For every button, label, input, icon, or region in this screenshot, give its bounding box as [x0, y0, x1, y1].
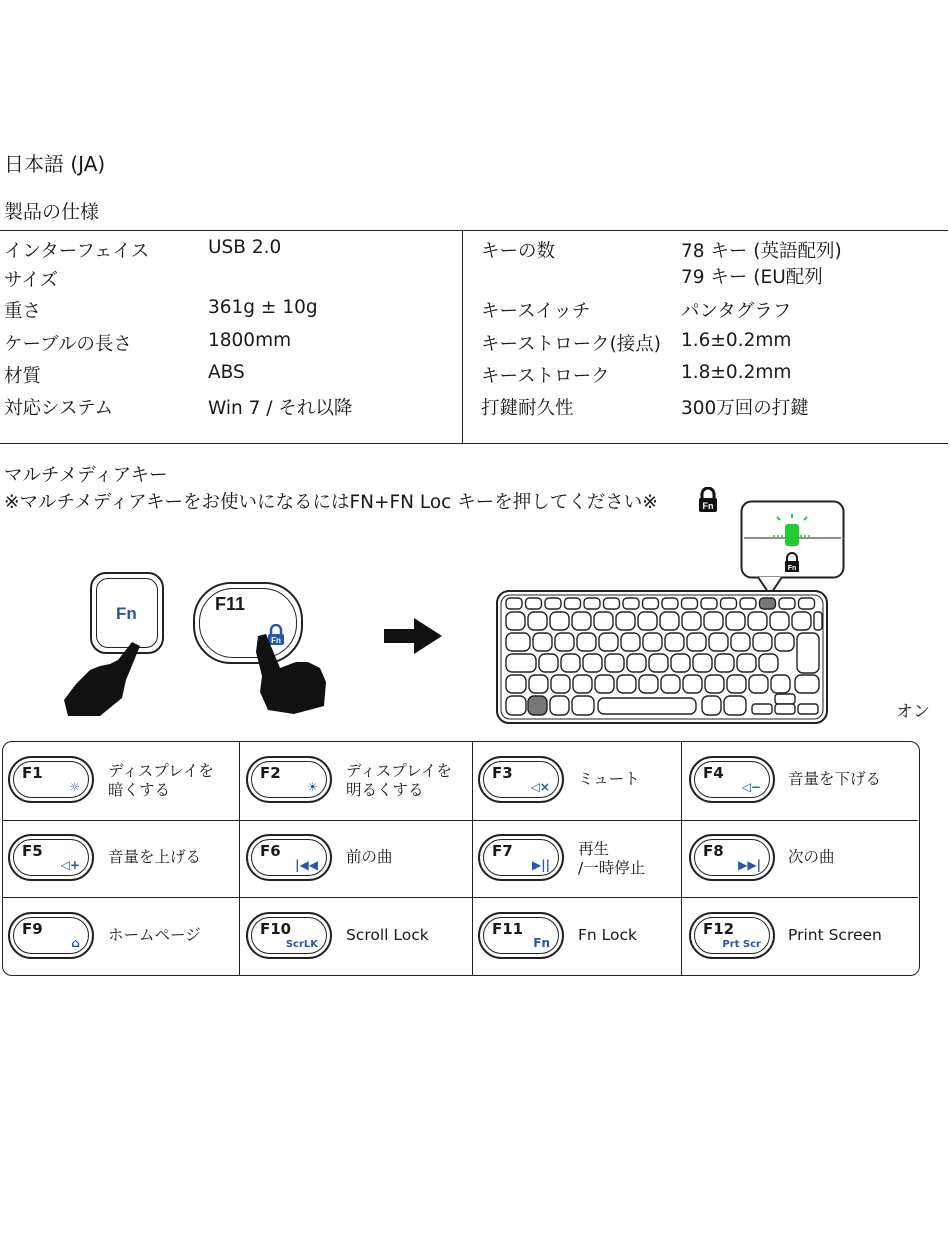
keyboard-key	[797, 633, 819, 673]
keyboard-key	[638, 612, 657, 630]
keyboard-key	[573, 675, 592, 693]
spec-label: 重さ	[4, 301, 42, 322]
keyboard-key	[724, 696, 746, 715]
spec-value: 361g ± 10g	[208, 297, 318, 318]
keyboard-key	[605, 654, 624, 672]
keyboard-key	[506, 612, 525, 630]
keyboard-key	[539, 654, 558, 672]
volume-down-icon: ◁−	[741, 780, 761, 794]
language-heading: 日本語 (JA)	[4, 152, 106, 176]
keyboard-key	[705, 675, 724, 693]
keyboard-key	[709, 633, 728, 651]
keyboard-key	[572, 612, 591, 630]
pointing-hand-icon	[240, 632, 340, 716]
f11-key-label: F11	[215, 594, 246, 614]
keyboard-key	[662, 598, 678, 609]
pointing-hand-icon	[60, 640, 160, 720]
keyboard-key	[665, 633, 684, 651]
fkey-label: F2	[260, 764, 281, 782]
keyboard-key	[595, 675, 614, 693]
keyboard-key	[529, 675, 548, 693]
fkey-f12	[689, 912, 775, 959]
fkey-f8	[689, 834, 775, 881]
fkey-f10	[246, 912, 332, 959]
home-icon: ⌂	[71, 936, 80, 950]
keyboard-key	[617, 675, 636, 693]
keyboard-arrow-key	[798, 704, 818, 714]
keyboard-key	[599, 633, 618, 651]
keyboard-key	[506, 696, 526, 715]
fkey-label: F7	[492, 842, 513, 860]
fkey-f7	[478, 834, 564, 881]
keyboard-fn-key	[528, 696, 547, 715]
spec-value: 78 キー (英語配列)	[681, 241, 842, 262]
keyboard-key	[687, 633, 706, 651]
spec-value: USB 2.0	[208, 237, 282, 258]
fkey-description: ミュート	[578, 770, 640, 788]
spec-bottom-rule	[0, 443, 948, 444]
keyboard-key	[649, 654, 668, 672]
spec-label: キーストローク	[481, 366, 610, 387]
spec-top-rule	[0, 230, 948, 231]
svg-text:Fn: Fn	[702, 501, 714, 511]
keyboard-key	[561, 654, 580, 672]
keyboard-key	[704, 612, 723, 630]
play-pause-icon: ▶||	[532, 858, 550, 872]
keyboard-key	[506, 598, 522, 609]
spec-value: パンタグラフ	[681, 301, 792, 322]
keyboard-key	[643, 598, 659, 609]
fkey-f5	[8, 834, 94, 881]
spec-value: 1.8±0.2mm	[681, 362, 792, 383]
fkey-label: F11	[492, 920, 524, 938]
keyboard-key	[555, 633, 574, 651]
volume-up-icon: ◁+	[60, 858, 80, 872]
multimedia-note: ※マルチメディアキーをお使いになるにはFN+FN Loc キーを押してください※	[4, 492, 658, 513]
spec-label: サイズ	[4, 270, 59, 291]
keyboard-key	[740, 598, 756, 609]
keyboard-key	[682, 598, 698, 609]
fkey-f4	[689, 756, 775, 803]
spec-label: ケーブルの長さ	[4, 334, 132, 355]
next-track-icon: ▶▶|	[738, 858, 761, 872]
keyboard-key	[792, 612, 811, 630]
fkey-label: F8	[703, 842, 724, 860]
keyboard-key	[616, 612, 635, 630]
keyboard-key	[701, 598, 717, 609]
fkey-description: ホームページ	[108, 926, 201, 944]
spec-value: 1.6±0.2mm	[681, 330, 792, 351]
keyboard-key	[770, 612, 789, 630]
keyboard-arrow-key	[775, 704, 795, 714]
previous-track-icon: |◀◀	[295, 858, 318, 872]
brightness-up-icon: ☀	[307, 780, 318, 794]
fkey-f9	[8, 912, 94, 959]
keyboard-key	[660, 612, 679, 630]
fkey-description: Print Screen	[788, 926, 882, 944]
spec-value: 300万回の打鍵	[681, 398, 809, 419]
keyboard-key	[565, 598, 581, 609]
led-on-label: オン	[896, 702, 930, 722]
fkey-label: F1	[22, 764, 43, 782]
spec-value: 1800mm	[208, 330, 292, 351]
spec-value: ABS	[208, 362, 245, 383]
keyboard-key	[643, 633, 662, 651]
keyboard-key	[526, 598, 542, 609]
spec-label: 材質	[4, 366, 42, 387]
fkey-f3	[478, 756, 564, 803]
keyboard-key	[749, 675, 768, 693]
keyboard-illustration	[496, 590, 830, 726]
keyboard-key	[715, 654, 734, 672]
svg-text:Fn: Fn	[271, 636, 281, 645]
keyboard-key	[621, 633, 640, 651]
keyboard-key	[721, 598, 737, 609]
fkey-f11	[478, 912, 564, 959]
keyboard-key	[551, 675, 570, 693]
fkey-label: F12	[703, 920, 735, 938]
brightness-down-icon: ☼	[69, 780, 80, 794]
fkey-description: 音量を下げる	[788, 770, 882, 788]
keyboard-key	[748, 612, 767, 630]
fkey-description: 再生 /一時停止	[578, 840, 646, 877]
fkey-description: ディスプレイを 暗くする	[108, 762, 214, 799]
keyboard-key	[799, 598, 815, 609]
fkey-label: F5	[22, 842, 43, 860]
keyboard-key	[627, 654, 646, 672]
keyboard-key	[550, 612, 569, 630]
keyboard-key	[572, 696, 594, 715]
keyboard-key	[760, 598, 776, 609]
spec-divider	[462, 230, 463, 443]
fkey-description: Fn Lock	[578, 926, 638, 944]
keyboard-key	[594, 612, 613, 630]
fn-key-label: Fn	[116, 604, 137, 623]
spec-value: 79 キー (EU配列	[681, 267, 823, 288]
spec-title: 製品の仕様	[4, 201, 100, 223]
fkey-label: F3	[492, 764, 513, 782]
keyboard-key	[727, 675, 746, 693]
keyboard-key	[506, 675, 526, 693]
keyboard-key	[814, 612, 822, 630]
fkey-f6	[246, 834, 332, 881]
spec-label: 対応システム	[4, 398, 114, 419]
fkey-f2	[246, 756, 332, 803]
keyboard-key	[731, 633, 750, 651]
scroll-lock-icon: ScrLK	[285, 939, 318, 950]
print-screen-icon: Prt Scr	[722, 939, 761, 950]
keyboard-key	[671, 654, 690, 672]
keyboard-key	[753, 633, 772, 651]
keyboard-key	[583, 654, 602, 672]
fn-lock-icon: Fn	[533, 936, 550, 950]
fkey-description: 前の曲	[346, 848, 393, 866]
keyboard-key	[639, 675, 658, 693]
keyboard-key	[682, 612, 701, 630]
keyboard-key	[533, 633, 552, 651]
keyboard-key	[771, 675, 790, 693]
fkey-description: Scroll Lock	[346, 926, 429, 944]
keyboard-arrow-key	[775, 694, 795, 704]
keyboard-key	[683, 675, 702, 693]
spec-label: キーの数	[481, 241, 556, 262]
arrow-right-icon	[384, 618, 444, 654]
keyboard-key	[661, 675, 680, 693]
fkey-description: ディスプレイを 明るくする	[346, 762, 452, 799]
keyboard-key	[550, 696, 569, 715]
fkey-label: F9	[22, 920, 43, 938]
svg-text:Fn: Fn	[787, 565, 797, 572]
keyboard-key	[737, 654, 756, 672]
spec-label: 打鍵耐久性	[481, 398, 574, 419]
keyboard-key	[693, 654, 712, 672]
keyboard-spacebar	[598, 698, 696, 714]
fkey-f1	[8, 756, 94, 803]
multimedia-title: マルチメディアキー	[4, 465, 168, 486]
spec-label: キーストローク(接点)	[481, 334, 662, 355]
fkey-description: 次の曲	[788, 848, 835, 866]
keyboard-key	[775, 633, 794, 651]
keyboard-key	[528, 612, 547, 630]
fkey-description: 音量を上げる	[108, 848, 202, 866]
mute-icon: ◁×	[530, 780, 550, 794]
keyboard-key	[623, 598, 639, 609]
keyboard-key	[604, 598, 620, 609]
keyboard-arrow-key	[752, 704, 772, 714]
fkey-label: F6	[260, 842, 281, 860]
keyboard-key	[584, 598, 600, 609]
fkey-label: F10	[260, 920, 292, 938]
keyboard-key	[577, 633, 596, 651]
keyboard-key	[545, 598, 561, 609]
keyboard-key	[795, 675, 819, 693]
keyboard-key	[779, 598, 795, 609]
fkey-label: F4	[703, 764, 724, 782]
spec-value: Win 7 / それ以降	[208, 398, 353, 419]
spec-label: インターフェイス	[4, 241, 150, 262]
fn-lock-icon	[697, 487, 719, 513]
keyboard-key	[726, 612, 745, 630]
keyboard-key	[506, 654, 536, 672]
keyboard-key	[759, 654, 778, 672]
keyboard-key	[702, 696, 721, 715]
spec-label: キースイッチ	[481, 301, 591, 322]
keyboard-key	[506, 633, 530, 651]
